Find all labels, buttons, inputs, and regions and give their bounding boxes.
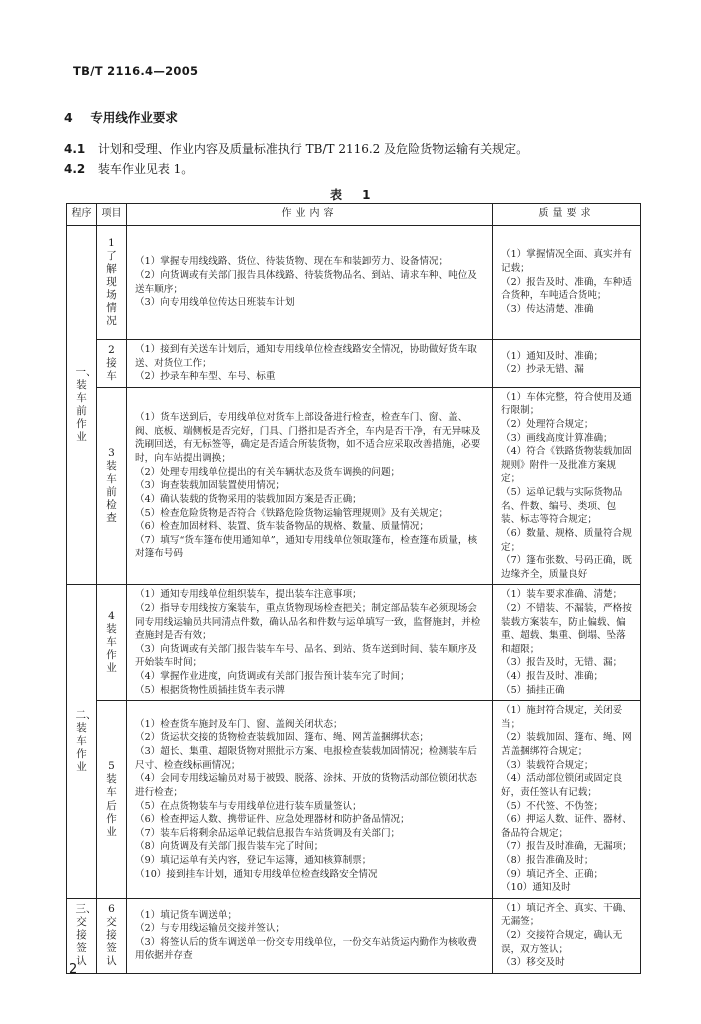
requirement-cell: （1）装车要求准确、清楚； （2）不错装、不漏装，严格按装载方案装车，防止偏载、偏重、超载、集重、倒塌、坠落和超限； （3）报告及时，无错、漏； （4）报告及时、准确； （5）插挂正确 bbox=[493, 585, 641, 701]
item-cell: 2 接车 bbox=[97, 340, 127, 388]
standard-code-header: TB/T 2116.4—2005 bbox=[73, 64, 199, 78]
table-header-row bbox=[67, 204, 641, 226]
item-cell: 6 交接签认 bbox=[97, 898, 127, 973]
table-row bbox=[67, 226, 641, 340]
item-cell: 4 装车作业 bbox=[97, 585, 127, 701]
section-number: 4 bbox=[64, 110, 73, 125]
paragraph-text: 计划和受理、作业内容及质量标准执行 TB/T 2116.2 及危险货物运输有关规定。 bbox=[97, 142, 529, 156]
table-row bbox=[67, 340, 641, 388]
table-caption: 表 1 bbox=[330, 188, 379, 202]
requirement-cell: （1）填记齐全、真实、干确、无漏签； （2）交接符合规定，确认无误，双方签认； （3）移交及时 bbox=[493, 898, 641, 973]
header-program: 程序 bbox=[67, 204, 97, 226]
requirement-cell: （1）车体完整，符合使用及通行限制； （2）处理符合规定； （3）画线高度计算准确； （4）符合《铁路货物装载加固规则》附件一及批准方案规定； （5）运单记载与实际货物品名、件数、编号、类项、包装、标志等符合规定； （6）数量、规格、质量符合规定； （7）篷布张数、号码正确，既边缘齐全，质量良好 bbox=[493, 387, 641, 585]
paragraph-text: 装车作业见表 1。 bbox=[97, 162, 194, 176]
section-title: 专用线作业要求 bbox=[90, 110, 178, 125]
requirement-cell: （1）通知及时、准确； （2）抄录无错、漏 bbox=[493, 340, 641, 388]
content-cell: （1）通知专用线单位组织装车，提出装车注意事项； （2）指导专用线按方案装车，重点货物现场检查把关；制定部品装车必须现场会同专用线运输员共同清点件数，确认品名和件数与运单填写一致，监督施封，并检查施封是否有效； （3）向货调或有关部门报告装车车号、品名、到站、货车送到时间、装车顺序及开始装车时间； （4）掌握作业进度，向货调或有关部门报告预计装车完了时间； （5）根据货物性质插挂货车表示牌 bbox=[127, 585, 493, 701]
content-cell: （1）接到有关送车计划后，通知专用线单位检查线路安全情况，协助做好货车取送、对货位工作； （2）抄录车种车型、车号、标重 bbox=[127, 340, 493, 388]
program-cell: 一、装车前作业 bbox=[67, 226, 97, 585]
table-row bbox=[67, 701, 641, 899]
header-content: 作业内容 bbox=[127, 204, 493, 226]
item-cell: 5 装车后作业 bbox=[97, 701, 127, 899]
program-cell: 二、装车作业 bbox=[67, 585, 97, 898]
table-row bbox=[67, 898, 641, 973]
loading-operations-table bbox=[66, 203, 641, 974]
header-item: 项目 bbox=[97, 204, 127, 226]
item-cell: 3 装车前检查 bbox=[97, 387, 127, 585]
content-cell: （1）货车送到后，专用线单位对货车上部设备进行检查，检查车门、窗、盖、阀、底板、端侧板是否完好，门具、门搭扣是否齐全，车内是否干净，有无异味及洗刷回送，有无标签等，确定是否适合所装货物，如不适合应采取改善措施，必要时，向车站提出调换； （2）处理专用线单位提出的有关车辆状态及货车调换的问题； （3）询查装载加固装置使用情况； （4）确认装载的货物采用的装载加固方案是否正确； （5）检查危险货物是否符合《铁路危险货物运输管理规则》及有关规定； （6）检查加固材料、装置、货车装备物品的规格、数量、质量情况； （7）填写“货车篷布使用通知单”，通知专用线单位领取篷布，检查篷布质量，核对篷布号码 bbox=[127, 387, 493, 585]
table-row bbox=[67, 585, 641, 701]
paragraph-4-2 bbox=[64, 160, 193, 177]
paragraph-number: 4.1 bbox=[64, 142, 86, 156]
content-cell: （1）掌握专用线线路、货位、待装货物、现在车和装卸劳力、设备情况； （2）向货调或有关部门报告具体线路、待装货物品名、到站、请求车种、吨位及送车顺序； （3）向专用线单位传达日班装车计划 bbox=[127, 226, 493, 340]
program-cell: 三、交接签认 bbox=[67, 898, 97, 973]
item-cell: 1 了解现场情况 bbox=[97, 226, 127, 340]
paragraph-4-1 bbox=[64, 140, 528, 157]
content-cell: （1）填记货车调送单； （2）与专用线运输员交接并签认； （3）将签认后的货车调送单一份交专用线单位，一份交车站货运内勤作为核收费用依据并存查 bbox=[127, 898, 493, 973]
requirement-cell: （1）施封符合规定，关闭妥当； （2）装载加固、篷布、绳、网苫盖捆绑符合规定； （3）装载符合规定； （4）活动部位锁闭或固定良好，责任签认有记载； （5）不代签、不伪签； （6）押运人数、证件、器材、备品符合规定； （7）报告及时准确，无漏项； （8）报告准确及时； （9）填记齐全、正确； （10）通知及时 bbox=[493, 701, 641, 899]
paragraph-number: 4.2 bbox=[64, 162, 86, 176]
page-number: 2 bbox=[69, 962, 78, 977]
content-cell: （1）检查货车施封及车门、窗、盖阀关闭状态； （2）货运状交接的货物检查装载加固、篷布、绳、网苫盖捆绑状态； （3）超长、集重、超限货物对照批示方案、电报检查装载加固情况；检测装车后尺寸、检查线标画情况； （4）会同专用线运输员对易于被毁、脱落、涂抹、开放的货物活动部位锁闭状态进行检查； （5）在点货物装车与专用线单位进行装车质量签认； （6）检查押运人数、携带证件、应急处理器材和防护备品情况； （7）装车后将剩余品运单记载信息报告车站货调及有关部门； （8）向货调及有关部门报告装车完了时间； （9）填记运单有关内容，登记车运簿，通知核算制票； （10）接到挂车计划，通知专用线单位检查线路安全情况 bbox=[127, 701, 493, 899]
section-heading bbox=[64, 108, 178, 126]
header-requirement: 质量要求 bbox=[493, 204, 641, 226]
requirement-cell: （1）掌握情况全面、真实并有记载； （2）报告及时、准确，车种适合货种，车吨适合货吨； （3）传达清楚、准确 bbox=[493, 226, 641, 340]
table-row bbox=[67, 387, 641, 585]
